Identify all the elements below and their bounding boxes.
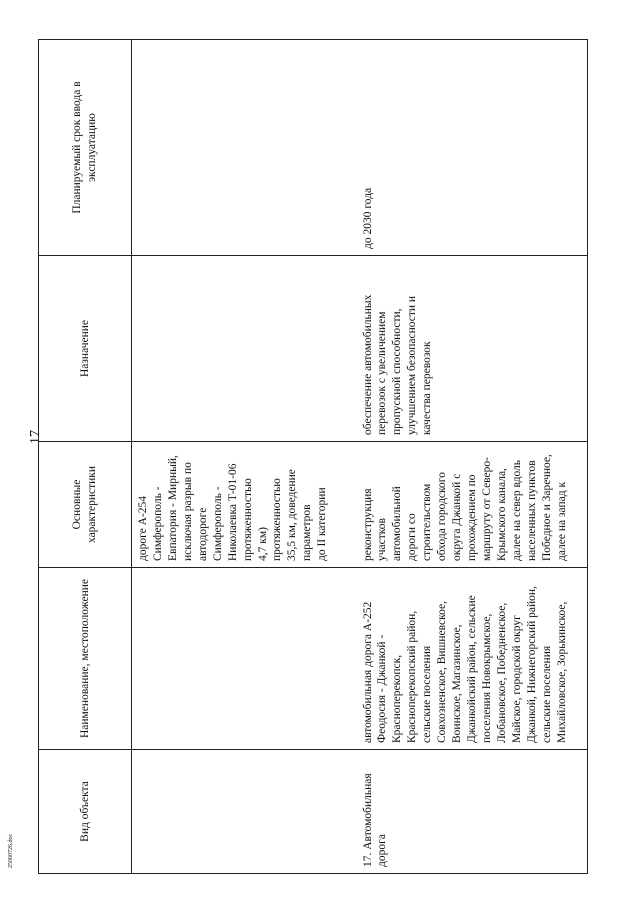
term-text: до 2030 года <box>361 187 374 249</box>
text-line: участков <box>376 518 389 561</box>
text-line: параметров <box>301 504 314 561</box>
rotated-page-content <box>38 40 588 874</box>
text-line: Лобановское, Победненское, <box>495 602 508 743</box>
text-line: Совхозненское, Вишневское, <box>436 601 449 743</box>
cell-term <box>357 40 588 256</box>
objects-table <box>38 39 588 874</box>
text-line: протяженностью <box>271 478 284 561</box>
cell-name-empty <box>132 568 357 750</box>
cell-term-empty <box>132 40 357 256</box>
footer-doc-code: 25060726.doc <box>8 833 14 868</box>
text-line: Крымского канала, <box>495 468 508 561</box>
table-row-continued <box>132 40 357 874</box>
cell-purpose <box>357 256 588 442</box>
text-line: обеспечение автомобильных <box>361 294 374 435</box>
cell-characteristics <box>357 442 588 568</box>
header-object-type: Вид объекта <box>39 750 132 874</box>
text-line: 35,5 км, доведение <box>286 469 299 561</box>
text-line: качества перевозок <box>421 341 434 435</box>
text-line: дороги со <box>406 513 419 561</box>
text-line: Симферополь - <box>151 486 164 561</box>
text-line: перевозок с увеличением <box>376 311 389 435</box>
text-line: сельские поселения <box>540 645 553 743</box>
cell-object-type-empty <box>132 750 357 874</box>
text-line: исключая разрыв по <box>181 462 194 561</box>
text-line: до II категории <box>316 487 329 561</box>
text-line: далее на запад к <box>555 481 568 561</box>
text-line: Феодосия - Джанкой - <box>376 634 389 743</box>
text-line: Джанкойский район, сельские <box>466 595 479 743</box>
text-line: 4,7 км) <box>256 527 269 561</box>
header-characteristics: Основные характеристики <box>39 442 132 568</box>
text-line: Победное и Заречное, <box>540 454 553 561</box>
text-line: дороге А-254 <box>137 495 149 561</box>
text-line: улучшением безопасности и <box>406 295 419 435</box>
table-header-row <box>39 40 132 874</box>
text-line: далее на север вдоль <box>510 459 523 561</box>
text-line: Джанкой, Нижнегорский район, <box>525 586 538 743</box>
text-line: Красноперекопский район, <box>406 610 419 743</box>
text-line: Красноперекопск, <box>391 654 404 743</box>
text-line: прохождением по <box>466 474 479 561</box>
text-line: строительством <box>421 483 434 561</box>
text-line: Симферополь - <box>211 486 224 561</box>
header-purpose: Назначение <box>39 256 132 442</box>
text-line: населенных пунктов <box>525 460 538 561</box>
text-line: автомобильной <box>391 486 404 561</box>
text-line: Майское, городской округ <box>510 615 523 743</box>
text-line: Евпатория - Мирный, <box>166 455 179 561</box>
text-line: сельские поселения <box>421 645 434 743</box>
text-line: Воинское, Магазинское, <box>451 624 464 743</box>
text-line: Николаевка Т-01-06 <box>226 463 239 561</box>
text-line: реконструкция <box>361 488 374 561</box>
text-line: автомобильная дорога А-252 <box>361 601 374 743</box>
cell-object-type: 17. Автомобильная дорога <box>357 750 588 874</box>
cell-purpose-empty <box>132 256 357 442</box>
text-line: пропускной способности, <box>391 308 404 435</box>
table-row-17 <box>357 40 588 874</box>
text-line: маршруту от Северо- <box>481 457 493 561</box>
text-line: Михайловское, Зорькинское, <box>555 601 568 743</box>
cell-characteristics-continued <box>132 442 357 568</box>
text-line: обхода городского <box>436 472 449 561</box>
page-number: 17 <box>28 430 43 444</box>
text-line: автодороге <box>196 507 209 561</box>
cell-name-location <box>357 568 588 750</box>
text-line: поселения Новокрымское, <box>481 613 493 743</box>
header-term: Планируемый срок ввода в эксплуатацию <box>39 40 132 256</box>
header-name-location: Наименование, местоположение <box>39 568 132 750</box>
text-line: протяженностью <box>241 478 254 561</box>
text-line: округа Джанкой с <box>451 473 464 561</box>
